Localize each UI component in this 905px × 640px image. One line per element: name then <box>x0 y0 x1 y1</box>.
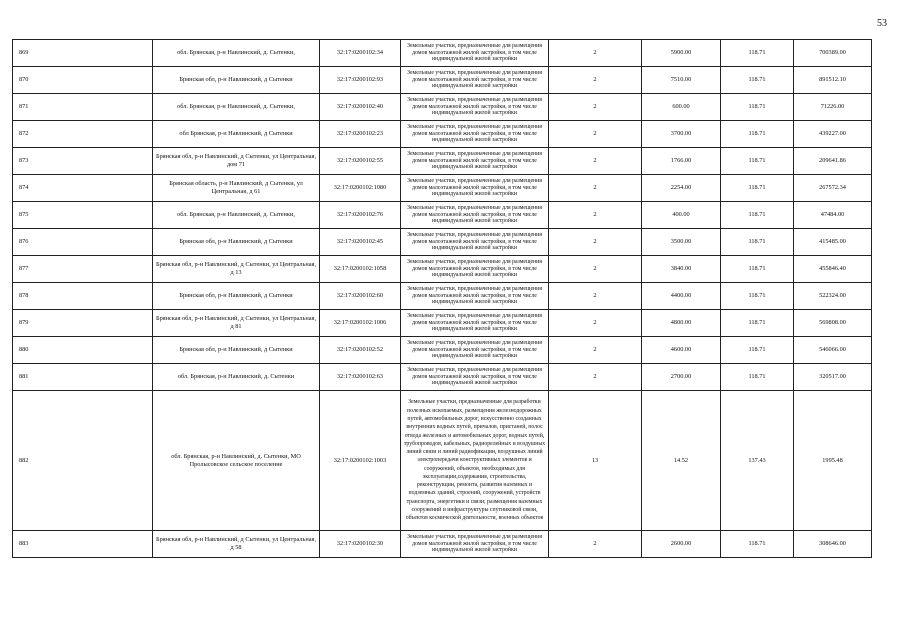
land-use-cell: Земельные участки, предназначенные для размещения домов малоэтажной жилой застройки, в том числе индивидуальной жилой застройки <box>401 364 549 391</box>
cadastral-number-cell: 32:17:0200102:34 <box>320 40 401 67</box>
category-code-cell: 2 <box>549 94 642 121</box>
cadastral-value-cell: 1995.48 <box>794 391 872 531</box>
cadastral-value-cell: 47484.00 <box>794 202 872 229</box>
cadastral-value-cell: 546066.00 <box>794 337 872 364</box>
table-row <box>13 148 872 175</box>
rate-cell: 118.71 <box>721 229 794 256</box>
area-cell: 14.52 <box>642 391 721 531</box>
cadastral-number-cell: 32:17:0200102:45 <box>320 229 401 256</box>
cadastral-number-cell: 32:17:0200102:60 <box>320 283 401 310</box>
land-parcel-table <box>12 39 872 558</box>
category-code-cell: 2 <box>549 283 642 310</box>
row-number: 875 <box>13 202 153 229</box>
row-number: 876 <box>13 229 153 256</box>
cadastral-number-cell: 32:17:0200102:55 <box>320 148 401 175</box>
area-cell: 2700.00 <box>642 364 721 391</box>
table-row <box>13 175 872 202</box>
cadastral-value-cell: 455846.40 <box>794 256 872 283</box>
land-use-cell: Земельные участки, предназначенные для размещения домов малоэтажной жилой застройки, в том числе индивидуальной жилой застройки <box>401 40 549 67</box>
rate-cell: 118.71 <box>721 175 794 202</box>
land-use-cell: Земельные участки, предназначенные для размещения домов малоэтажной жилой застройки, в том числе индивидуальной жилой застройки <box>401 94 549 121</box>
land-use-cell: Земельные участки, предназначенные для размещения домов малоэтажной жилой застройки, в том числе индивидуальной жилой застройки <box>401 283 549 310</box>
address-cell: Брянская обл, р-н Навлинский, д Сытенки, ул Центральная, д 13 <box>153 256 320 283</box>
address-cell: Брянская обл, р-н Навлинский, д Сытенки, ул Центральная, дом 71 <box>153 148 320 175</box>
cadastral-number-cell: 32:17:0200102:23 <box>320 121 401 148</box>
land-use-cell: Земельные участки, предназначенные для размещения домов малоэтажной жилой застройки, в том числе индивидуальной жилой застройки <box>401 148 549 175</box>
rate-cell: 118.71 <box>721 310 794 337</box>
address-cell: обл. Брянская, р-н Навлинский, д. Сытенки, <box>153 202 320 229</box>
category-code-cell: 2 <box>549 364 642 391</box>
row-number: 881 <box>13 364 153 391</box>
table-row <box>13 229 872 256</box>
category-code-cell: 2 <box>549 202 642 229</box>
area-cell: 4400.00 <box>642 283 721 310</box>
cadastral-number-cell: 32:17:0200102:52 <box>320 337 401 364</box>
rate-cell: 118.71 <box>721 67 794 94</box>
category-code-cell: 13 <box>549 391 642 531</box>
row-number: 872 <box>13 121 153 148</box>
cadastral-value-cell: 320517.00 <box>794 364 872 391</box>
row-number: 869 <box>13 40 153 67</box>
rate-cell: 118.71 <box>721 531 794 558</box>
category-code-cell: 2 <box>549 67 642 94</box>
land-use-cell: Земельные участки, предназначенные для размещения домов малоэтажной жилой застройки, в том числе индивидуальной жилой застройки <box>401 531 549 558</box>
cadastral-number-cell: 32:17:0200102:93 <box>320 67 401 94</box>
rate-cell: 118.71 <box>721 256 794 283</box>
table-row <box>13 310 872 337</box>
address-cell: обл. Брянская, р-н Навлинский, д. Сытенки, <box>153 40 320 67</box>
cadastral-value-cell: 308646.00 <box>794 531 872 558</box>
cadastral-value-cell: 891512.10 <box>794 67 872 94</box>
rate-cell: 118.71 <box>721 337 794 364</box>
rate-cell: 118.71 <box>721 121 794 148</box>
rate-cell: 118.71 <box>721 202 794 229</box>
area-cell: 3500.00 <box>642 229 721 256</box>
cadastral-value-cell: 267572.34 <box>794 175 872 202</box>
address-cell: Брянская обл, р-н Навлинский, д Сытенки <box>153 67 320 94</box>
row-number: 883 <box>13 531 153 558</box>
table-row <box>13 337 872 364</box>
land-use-cell: Земельные участки, предназначенные для размещения домов малоэтажной жилой застройки, в том числе индивидуальной жилой застройки <box>401 229 549 256</box>
cadastral-number-cell: 32:17:0200102:76 <box>320 202 401 229</box>
cadastral-value-cell: 522324.00 <box>794 283 872 310</box>
address-cell: обл. Брянская, р-н Навлинский, д. Сытенки, МО Пролысовское сельское поселение <box>153 391 320 531</box>
address-cell: Брянская обл, р-н Навлинский, д Сытенки, ул Центральная, д 58 <box>153 531 320 558</box>
category-code-cell: 2 <box>549 256 642 283</box>
cadastral-value-cell: 700389.00 <box>794 40 872 67</box>
area-cell: 3700.00 <box>642 121 721 148</box>
rate-cell: 118.71 <box>721 364 794 391</box>
address-cell: обл. Брянская, р-н Навлинский, д. Сытенки <box>153 364 320 391</box>
category-code-cell: 2 <box>549 531 642 558</box>
row-number: 871 <box>13 94 153 121</box>
table-row <box>13 256 872 283</box>
row-number: 877 <box>13 256 153 283</box>
cadastral-number-cell: 32:17:0200102:63 <box>320 364 401 391</box>
cadastral-value-cell: 209641.86 <box>794 148 872 175</box>
land-use-cell: Земельные участки, предназначенные для размещения домов малоэтажной жилой застройки, в том числе индивидуальной жилой застройки <box>401 121 549 148</box>
land-use-cell: Земельные участки, предназначенные для размещения домов малоэтажной жилой застройки, в том числе индивидуальной жилой застройки <box>401 67 549 94</box>
category-code-cell: 2 <box>549 337 642 364</box>
category-code-cell: 2 <box>549 175 642 202</box>
category-code-cell: 2 <box>549 148 642 175</box>
category-code-cell: 2 <box>549 121 642 148</box>
page-number: 53 <box>877 18 887 29</box>
address-cell: Брянская обл, р-н Навлинский, д Сытенки <box>153 337 320 364</box>
land-use-cell: Земельные участки, предназначенные для размещения домов малоэтажной жилой застройки, в том числе индивидуальной жилой застройки <box>401 175 549 202</box>
table-row <box>13 67 872 94</box>
rate-cell: 118.71 <box>721 94 794 121</box>
rate-cell: 118.71 <box>721 283 794 310</box>
row-number: 870 <box>13 67 153 94</box>
row-number: 878 <box>13 283 153 310</box>
table-row <box>13 40 872 67</box>
table-row <box>13 202 872 229</box>
address-cell: обл. Брянская, р-н Навлинский, д. Сытенки, <box>153 94 320 121</box>
table-row <box>13 391 872 531</box>
area-cell: 1766.00 <box>642 148 721 175</box>
table-row <box>13 283 872 310</box>
cadastral-value-cell: 71226.00 <box>794 94 872 121</box>
land-use-cell: Земельные участки, предназначенные для размещения домов малоэтажной жилой застройки, в том числе индивидуальной жилой застройки <box>401 256 549 283</box>
area-cell: 2600.00 <box>642 531 721 558</box>
land-use-cell: Земельные участки, предназначенные для размещения домов малоэтажной жилой застройки, в том числе индивидуальной жилой застройки <box>401 310 549 337</box>
area-cell: 4800.00 <box>642 310 721 337</box>
category-code-cell: 2 <box>549 310 642 337</box>
cadastral-number-cell: 32:17:0200102:1006 <box>320 310 401 337</box>
table-row <box>13 94 872 121</box>
area-cell: 600.00 <box>642 94 721 121</box>
table-row <box>13 531 872 558</box>
cadastral-number-cell: 32:17:0200102:1080 <box>320 175 401 202</box>
row-number: 882 <box>13 391 153 531</box>
address-cell: Брянская обл, р-н Навлинский, д Сытенки, ул Центральная, д 81 <box>153 310 320 337</box>
rate-cell: 118.71 <box>721 40 794 67</box>
category-code-cell: 2 <box>549 229 642 256</box>
row-number: 874 <box>13 175 153 202</box>
row-number: 873 <box>13 148 153 175</box>
cadastral-number-cell: 32:17:0200102:1003 <box>320 391 401 531</box>
area-cell: 7510.00 <box>642 67 721 94</box>
address-cell: Брянская область, р-н Навлинский, д Сытенки, ул Центральная, д 61 <box>153 175 320 202</box>
cadastral-value-cell: 439227.00 <box>794 121 872 148</box>
land-use-cell: Земельные участки, предназначенные для размещения домов малоэтажной жилой застройки, в том числе индивидуальной жилой застройки <box>401 202 549 229</box>
table-row <box>13 121 872 148</box>
area-cell: 3840.00 <box>642 256 721 283</box>
rate-cell: 137.43 <box>721 391 794 531</box>
land-use-cell: Земельные участки, предназначенные для разработки полезных ископаемых, размещения железнодорожных путей, автомобильных дорог, искусственно созданных внутренних водных путей, причалов, пристаней, полос отвода железных и автомобильных дорог, водных путей, трубопроводов, кабельных, радиорелейных и воздушных линий связи и линий радиофикации, воздушных линий электропередачи конструктивных элементов и сооружений, объектов, необходимых для эксплуатации,содержания, строительства, реконструкции, ремонта, развития наземных и подземных зданий, строений, сооружений, устройств транспорта, энергетики и связи; размещения наземных сооружений и инфраструктуры спутниковой связи, объектов космической деятельности, военных объектов <box>401 391 549 531</box>
address-cell: Брянская обл, р-н Навлинский, д Сытенки <box>153 283 320 310</box>
row-number: 879 <box>13 310 153 337</box>
cadastral-number-cell: 32:17:0200102:30 <box>320 531 401 558</box>
area-cell: 400.00 <box>642 202 721 229</box>
cadastral-value-cell: 415485.00 <box>794 229 872 256</box>
rate-cell: 118.71 <box>721 148 794 175</box>
land-use-cell: Земельные участки, предназначенные для размещения домов малоэтажной жилой застройки, в том числе индивидуальной жилой застройки <box>401 337 549 364</box>
area-cell: 4600.00 <box>642 337 721 364</box>
category-code-cell: 2 <box>549 40 642 67</box>
row-number: 880 <box>13 337 153 364</box>
table-row <box>13 364 872 391</box>
cadastral-number-cell: 32:17:0200102:1058 <box>320 256 401 283</box>
cadastral-number-cell: 32:17:0200102:40 <box>320 94 401 121</box>
address-cell: Брянская обл, р-н Навлинский, д Сытенки <box>153 229 320 256</box>
area-cell: 2254.00 <box>642 175 721 202</box>
address-cell: обл Брянская, р-н Навлинский, д Сытенки <box>153 121 320 148</box>
area-cell: 5900.00 <box>642 40 721 67</box>
cadastral-value-cell: 569808.00 <box>794 310 872 337</box>
